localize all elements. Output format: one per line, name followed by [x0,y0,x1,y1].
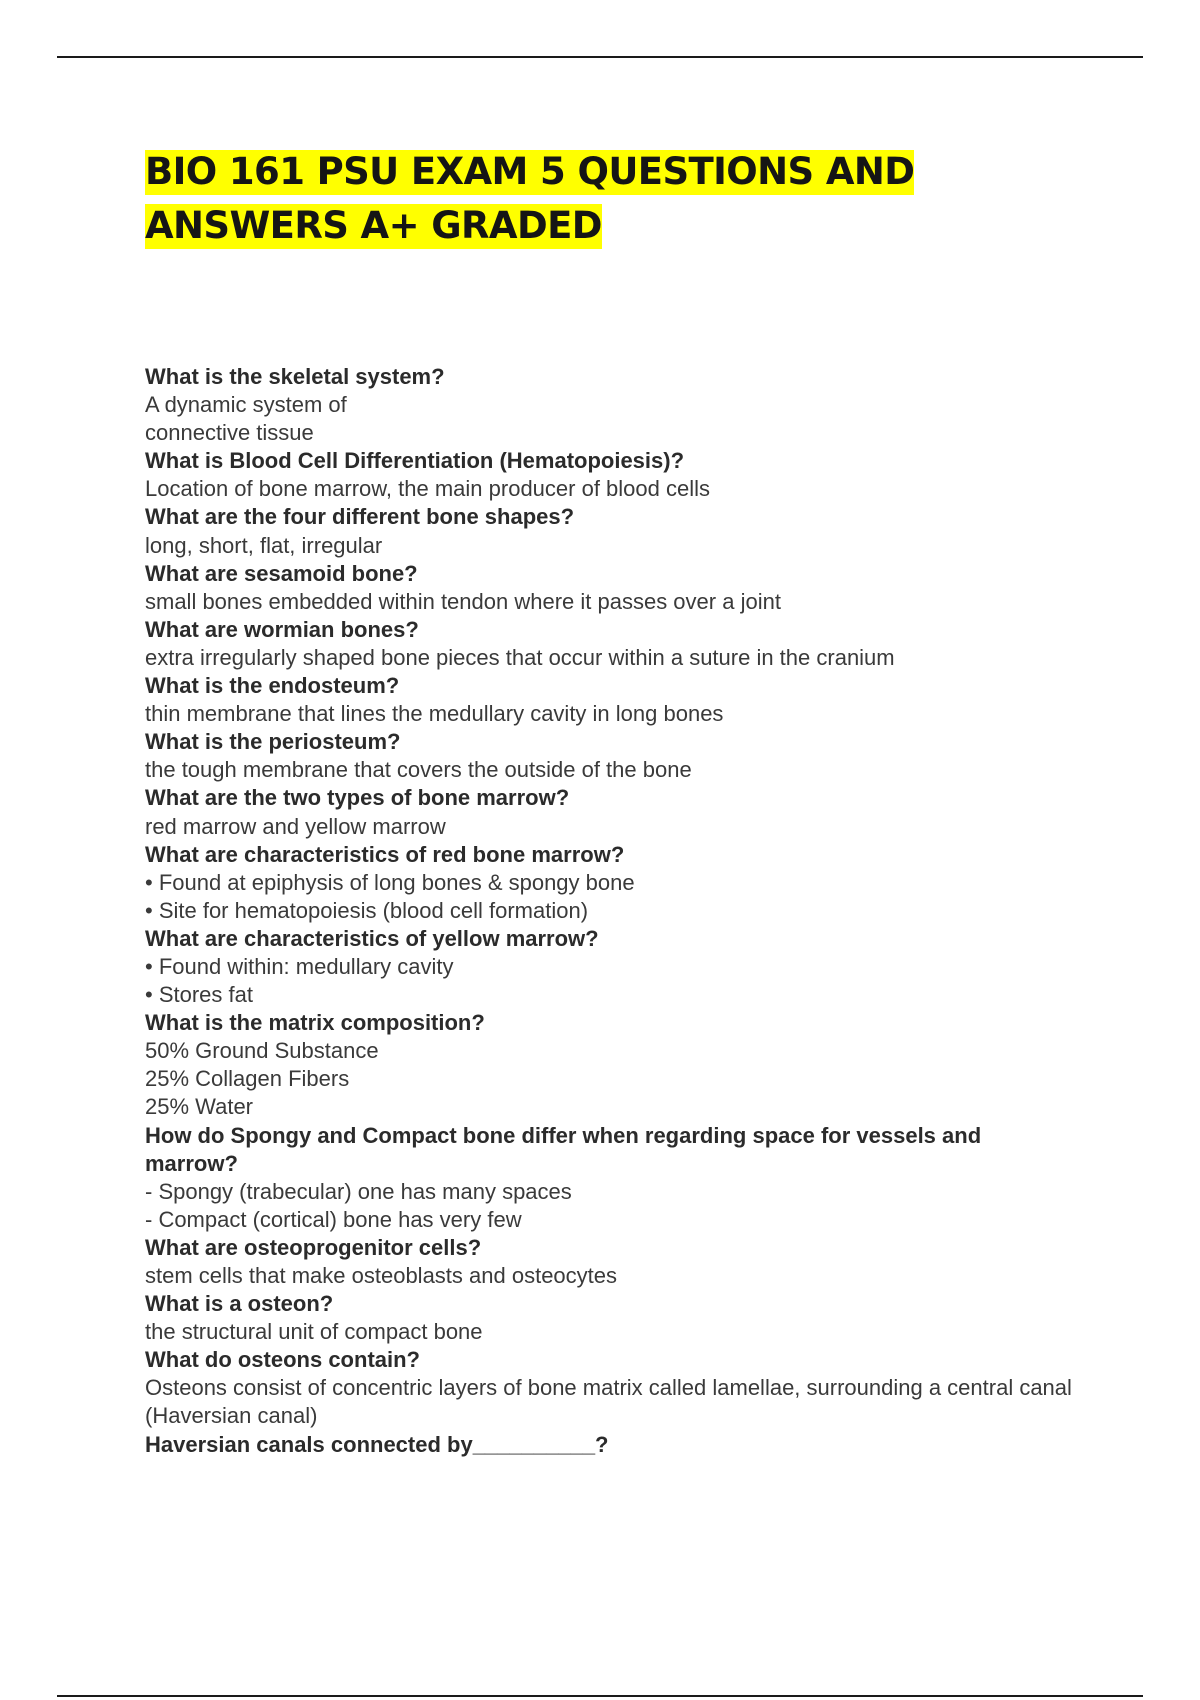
answer-line: long, short, flat, irregular [145,532,383,558]
answer-line: 25% Water [145,1094,254,1120]
answer-line: A dynamic system of [145,392,347,418]
question: What is the periosteum? [145,729,401,755]
answer-line: stem cells that make osteoblasts and osteocytes [145,1263,618,1288]
question: How do Spongy and Compact bone differ when regarding space for vessels and marrow? [145,1122,982,1176]
answer-line: 25% Collagen Fibers [145,1066,350,1092]
answer-line: • Found within: medullary cavity [145,953,454,979]
answer-line: • Stores fat [145,982,253,1008]
answer-line: extra irregularly shaped bone pieces that occur within a suture in the cranium [145,644,895,670]
answer-line: the tough membrane that covers the outside of the bone [145,757,692,783]
question: Haversian canals connected by__________? [145,1431,609,1457]
answer-line: - Spongy (trabecular) one has many spaces [145,1178,572,1204]
question: What is Blood Cell Differentiation (Hematopoiesis)? [145,448,685,474]
answer-line: • Site for hematopoiesis (blood cell formation) [145,897,589,923]
answer-line: - Compact (cortical) bone has very few [145,1206,522,1232]
answer-line: small bones embedded within tendon where it passes over a joint [145,588,781,614]
qa-list [145,363,1080,1459]
header-rule [57,56,1143,58]
question: What is the skeletal system? [145,364,445,389]
answer-line: thin membrane that lines the medullary cavity in long bones [145,701,724,727]
question: What are the two types of bone marrow? [145,785,570,811]
question: What is the matrix composition? [145,1010,485,1036]
question: What do osteons contain? [145,1347,420,1373]
question: What are sesamoid bone? [145,560,418,586]
question: What is a osteon? [145,1291,334,1317]
question: What are wormian bones? [145,616,419,642]
answer-line: the structural unit of compact bone [145,1319,483,1345]
answer-line: Osteons consist of concentric layers of bone matrix called lamellae, surrounding a central canal (Haversian canal) [145,1375,1072,1429]
answer-line: Location of bone marrow, the main producer of blood cells [145,476,710,502]
document-title-text: BIO 161 PSU EXAM 5 QUESTIONS AND ANSWERS A+ GRADED [145,150,915,247]
question: What is the endosteum? [145,673,400,699]
footer-rule [57,1695,1143,1697]
question: What are the four different bone shapes? [145,504,575,530]
answer-line: 50% Ground Substance [145,1038,379,1064]
question: What are characteristics of red bone marrow? [145,841,625,867]
title-block [145,145,1055,253]
document-title [145,145,1055,253]
answer-line: red marrow and yellow marrow [145,813,446,839]
question: What are osteoprogenitor cells? [145,1234,482,1260]
answer-line: • Found at epiphysis of long bones & spongy bone [145,869,635,895]
answer-line: connective tissue [145,420,314,446]
question: What are characteristics of yellow marrow? [145,925,599,951]
